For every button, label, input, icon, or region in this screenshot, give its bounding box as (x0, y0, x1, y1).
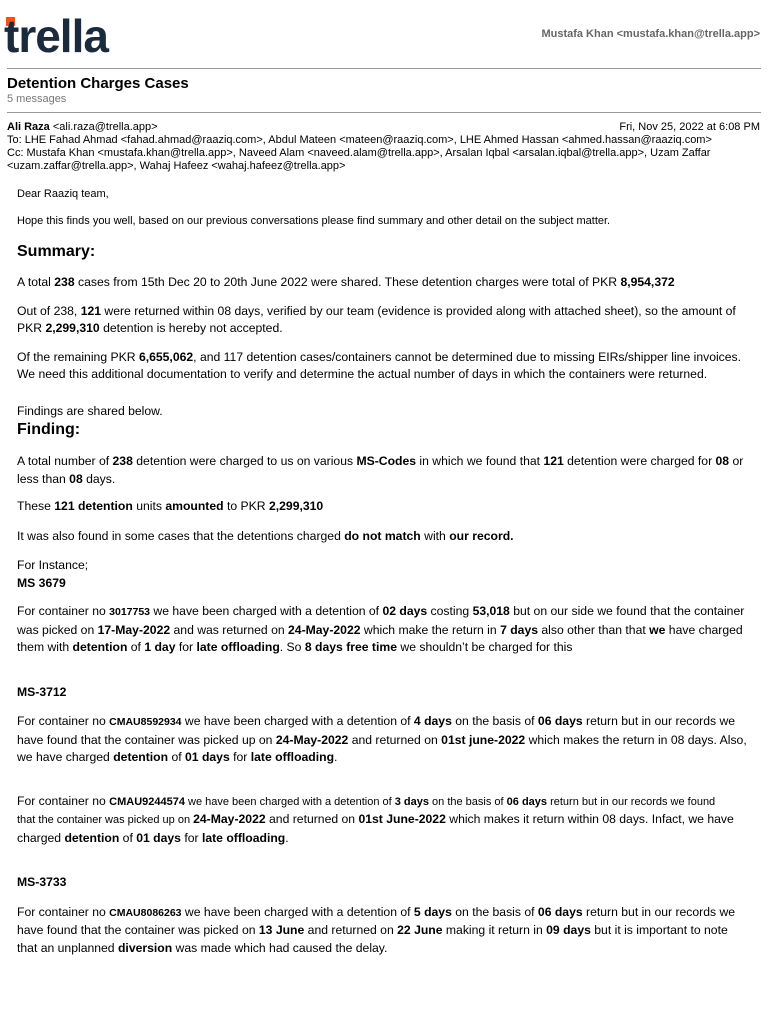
case-9244574-line1: For container no CMAU9244574 we have been charged with a detention of 3 days on the basis of 06 days return but in our records we found (17, 793, 716, 808)
summary-remaining: Of the remaining PKR 6,655,062, and 117 detention cases/containers cannot be determined due to missing EIRs/shipper line invoices. (17, 349, 742, 364)
ms-code-3733: MS-3733 (17, 875, 67, 889)
summary-returned: Out of 238, 121 were returned within 08 days, verified by our team (evidence is provided along with attached sheet), so the amount of PKR 2,299,310 detention is hereby not accepted. (17, 303, 736, 335)
sender-name: Ali Raza (7, 121, 50, 133)
message-date: Fri, Nov 25, 2022 at 6:08 PM (619, 121, 760, 133)
summary-request: We need this additional documentation to verify and determine the actual number of days in which the containers were returned. (17, 367, 708, 381)
cc-line-1: Cc: Mustafa Khan <mustafa.khan@trella.app>, Naveed Alam <naveed.alam@trella.app>, Arsalan Iqbal <arsalan.iqbal@trella.app>, Uzam Zaffar (7, 147, 711, 159)
summary-heading: Summary: (17, 243, 96, 260)
thread-subject: Detention Charges Cases (7, 75, 189, 92)
message-body (17, 186, 750, 957)
case-3733: For container no CMAU8086263 we have been charged with a detention of 5 days on the basis of 06 days return but in our records we have found that the container was picked on 13 June and returned on 22 June making it return in 09 days but it is important to note that an unplanned diversion was made which had caused the delay. (17, 904, 736, 955)
to-line: To: LHE Fahad Ahmad <fahad.ahmad@raaziq.com>, Abdul Mateen <mateen@raaziq.com>, LHE Ahmed Hassan <ahmed.hassan@raaziq.com> (7, 134, 712, 146)
subject-divider (7, 112, 761, 113)
message-count: 5 messages (7, 93, 67, 105)
greeting: Dear Raaziq team, (17, 188, 109, 200)
top-divider (7, 68, 761, 69)
ms-code-3712: MS-3712 (17, 684, 67, 699)
logo-text: trella (4, 10, 108, 60)
cc-line-2: <uzam.zaffar@trella.app>, Wahaj Hafeez <wahaj.hafeez@trella.app> (7, 160, 346, 172)
finding-mismatch: It was also found in some cases that the detentions charged do not match with our record. (17, 528, 514, 543)
trella-logo (2, 6, 132, 60)
case-9244574-line2: that the container was picked up on 24-May-2022 and returned on 01st June-2022 which makes it return within 08 days. Infact, we have charged detention of 01 days for late offloading. (17, 812, 734, 845)
account-label: Mustafa Khan <mustafa.khan@trella.app> (541, 28, 760, 40)
intro-text: Hope this finds you well, based on our previous conversations please find summary and other detail on the subject matter. (17, 214, 611, 227)
case-3679: For container no 3017753 we have been charged with a detention of 02 days costing 53,018 but on our side we found that the container was picked on 17-May-2022 and was returned on 24-May-2022 which make the return in 7 days also other than that we have charged them with detention of 1 day for late offloading. So 8 days free time we shouldn’t be charged for this (17, 604, 745, 654)
summary-total: A total 238 cases from 15th Dec 20 to 20th June 2022 were shared. These detention charges were total of PKR 8,954,372 (17, 275, 675, 289)
case-3712: For container no CMAU8592934 we have been charged with a detention of 4 days on the basis of 06 days return but in our records we have found that the container was picked up on 24-May-2022 and returned on 01st june-2022 which makes the return in 08 days. Also, we have charged detention of 01 days for late offloading. (17, 714, 747, 764)
ms-code-3679: MS 3679 (17, 575, 66, 590)
finding-amount: These 121 detention units amounted to PKR 2,299,310 (17, 499, 324, 513)
sender-email: <ali.raza@trella.app> (49, 121, 158, 133)
finding-heading: Finding: (17, 421, 81, 438)
findings-note: Findings are shared below. (17, 403, 163, 418)
for-instance: For Instance; (17, 558, 89, 572)
finding-total: A total number of 238 detention were charged to us on various MS-Codes in which we found that 121 detention were charged for 08 or less than 08 days. (17, 454, 744, 486)
